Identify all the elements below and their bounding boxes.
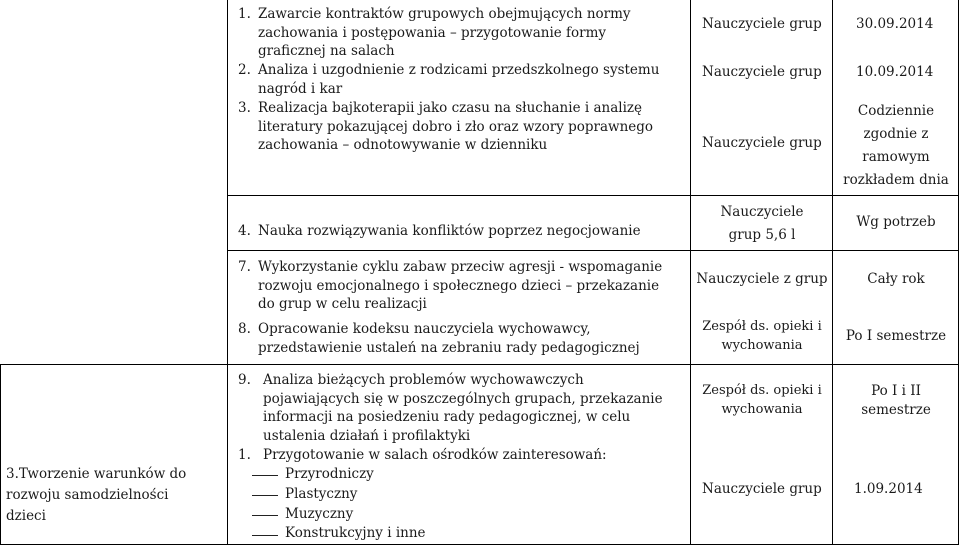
list-item-text: Zawarcie kontraktów grupowych obejmujących normy zachowania i postępowania – przygotowanie formy graficznej na salach (258, 6, 631, 59)
term-cell: Po I i II semestrze (861, 383, 931, 418)
column-divider (227, 0, 228, 545)
list-item-text: Nauka rozwiązywania konfliktów poprzez negocjowanie (258, 223, 641, 239)
list-item-text: Analiza i uzgodnienie z rodzicami przedszkolnego systemu nagród i kar (258, 62, 660, 97)
dash-bullet (252, 535, 278, 536)
column-divider (832, 0, 833, 545)
column-divider (0, 364, 1, 545)
term-cell: 30.09.2014 (856, 16, 934, 32)
sub-list-item: Przyrodniczy (285, 466, 374, 482)
list-item-text: Realizacja bajkoterapii jako czasu na słuchanie i analizę literatury pokazującej dobro i zło oraz wzory poprawnego zachowania – odnotowywanie w dzienniku (258, 100, 654, 153)
sub-list-item: Muzyczny (285, 506, 354, 522)
list-item-text: Opracowanie kodeksu nauczyciela wychowawcy, przedstawienie ustaleń na zebraniu rady pedagogicznej (258, 321, 640, 356)
responsible-cell: Zespół ds. opieki i wychowania (702, 319, 822, 353)
row-divider (0, 364, 959, 365)
term-cell: Po I semestrze (845, 328, 947, 344)
term-cell: Wg potrzeb (856, 214, 936, 230)
responsible-cell: Nauczyciele grup 5,6 l (720, 204, 804, 243)
list-item-number: 4. (238, 223, 251, 239)
term-cell: 1.09.2014 (854, 481, 923, 497)
list-item-text: Wykorzystanie cyklu zabaw przeciw agresji - wspomaganie rozwoju emocjonalnego i społecznego dzieci – przekazanie do grup w celu realizacji (258, 259, 663, 312)
list-item-number: 8. (238, 321, 251, 337)
list-item-text: Analiza bieżących problemów wychowawczych pojawiających się w poszczególnych grupach, przekazanie informacji na posiedzeniu rady pedagogicznej, w celu ustalenia działań i profilaktyki (263, 372, 663, 444)
sub-list-item: Konstrukcyjny i inne (285, 525, 426, 541)
list-item-number: 2. (238, 62, 251, 78)
row-divider (227, 195, 959, 196)
row-divider (227, 250, 959, 251)
responsible-cell: Nauczyciele grup (702, 481, 822, 497)
column-divider (690, 0, 691, 545)
term-cell: 10.09.2014 (856, 64, 934, 80)
column-divider (958, 0, 959, 545)
sub-list-item: Plastyczny (285, 486, 358, 502)
dash-bullet (252, 515, 278, 516)
responsible-cell: Nauczyciele grup (702, 16, 822, 32)
term-cell: Codziennie zgodnie z ramowym rozkładem dnia (843, 103, 949, 188)
list-item: 1. (238, 6, 251, 22)
list-item-number: 1. (238, 447, 251, 463)
list-item-number: 3. (238, 100, 251, 116)
list-item-text: Przygotowanie w salach ośrodków zainteresowań: (263, 447, 607, 463)
list-item-number: 7. (238, 259, 251, 275)
dash-bullet (252, 495, 278, 496)
responsible-cell: Nauczyciele z grup (696, 271, 828, 287)
list-item-number: 9. (238, 372, 251, 388)
responsible-cell: Zespół ds. opieki i wychowania (702, 383, 822, 417)
responsible-cell: Nauczyciele grup (702, 135, 822, 151)
dash-bullet (252, 475, 278, 476)
responsible-cell: Nauczyciele grup (702, 64, 822, 80)
term-cell: Cały rok (867, 271, 925, 287)
section-title: 3.Tworzenie warunków do rozwoju samodzielności dzieci (6, 466, 187, 524)
